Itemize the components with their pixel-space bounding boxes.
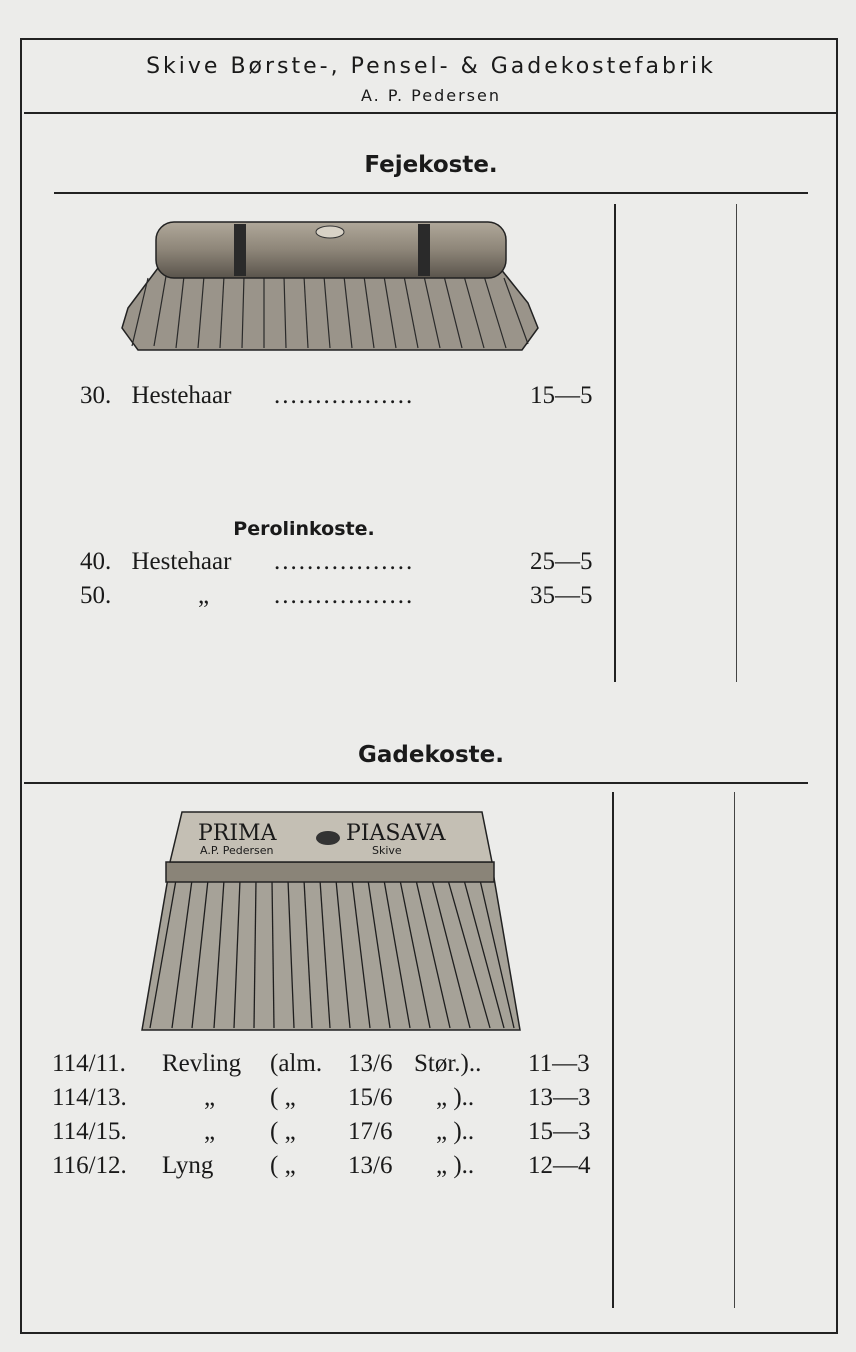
leader-dots: ................. bbox=[274, 548, 415, 575]
item-unit: „ ).. bbox=[436, 1084, 475, 1111]
item-row-40 bbox=[80, 548, 231, 576]
sweeping-brush-image bbox=[118, 218, 542, 358]
item-name: „ bbox=[204, 1118, 216, 1145]
item-number: 114/13. bbox=[52, 1084, 127, 1111]
column-rule-4 bbox=[734, 792, 735, 1308]
item-number: 114/11. bbox=[52, 1050, 126, 1077]
section-title-gadekoste: Gadekoste. bbox=[358, 742, 504, 768]
brush-label-right: PIASAVA bbox=[346, 821, 446, 846]
item-price: 35—5 bbox=[530, 582, 593, 609]
item-name: Hestehaar bbox=[131, 382, 232, 409]
item-size: 13/6 bbox=[348, 1152, 393, 1179]
item-paren: (alm. bbox=[270, 1050, 323, 1077]
company-name: Skive Børste-, Pensel- & Gadekostefabrik bbox=[146, 54, 716, 79]
item-size: 17/6 bbox=[348, 1118, 393, 1145]
item-unit: „ ).. bbox=[436, 1118, 475, 1145]
item-price: 15—5 bbox=[530, 382, 593, 409]
item-number: 116/12. bbox=[52, 1152, 127, 1179]
item-price: 13—3 bbox=[528, 1084, 591, 1111]
item-unit: Stør.).. bbox=[414, 1050, 482, 1077]
brush-sub-left: A.P. Pedersen bbox=[200, 844, 274, 857]
section-title-fejekoste: Fejekoste. bbox=[364, 152, 498, 178]
subsection-title-perolinkoste: Perolinkoste. bbox=[233, 518, 375, 540]
item-name: „ bbox=[198, 582, 210, 609]
item-name: Revling bbox=[162, 1050, 242, 1077]
item-row-30 bbox=[80, 382, 231, 410]
item-name: Lyng bbox=[162, 1152, 214, 1179]
item-row-50 bbox=[80, 582, 210, 610]
street-brush-image bbox=[140, 808, 524, 1038]
header-divider bbox=[24, 112, 838, 114]
item-number: 30. bbox=[80, 382, 112, 409]
item-number: 114/15. bbox=[52, 1118, 127, 1145]
brush-sub-right: Skive bbox=[372, 844, 402, 857]
item-size: 15/6 bbox=[348, 1084, 393, 1111]
item-paren: ( „ bbox=[270, 1084, 296, 1111]
item-unit: „ ).. bbox=[436, 1152, 475, 1179]
item-price: 11—3 bbox=[528, 1050, 590, 1077]
item-price: 12—4 bbox=[528, 1152, 591, 1179]
item-price: 15—3 bbox=[528, 1118, 591, 1145]
brush-label-left: PRIMA bbox=[198, 821, 277, 846]
item-price: 25—5 bbox=[530, 548, 593, 575]
leader-dots: ................. bbox=[274, 382, 415, 409]
item-name: „ bbox=[204, 1084, 216, 1111]
item-name: Hestehaar bbox=[131, 548, 232, 575]
column-rule-2 bbox=[736, 204, 737, 682]
item-number: 40. bbox=[80, 548, 112, 575]
column-rule-1 bbox=[614, 204, 616, 682]
section-divider-gadekoste bbox=[24, 782, 808, 784]
item-paren: ( „ bbox=[270, 1118, 296, 1145]
leader-dots: ................. bbox=[274, 582, 415, 609]
item-number: 50. bbox=[80, 582, 112, 609]
column-rule-3 bbox=[612, 792, 614, 1308]
owner-name: A. P. Pedersen bbox=[361, 86, 501, 105]
section-divider-fejekoste bbox=[54, 192, 808, 194]
item-size: 13/6 bbox=[348, 1050, 393, 1077]
item-paren: ( „ bbox=[270, 1152, 296, 1179]
